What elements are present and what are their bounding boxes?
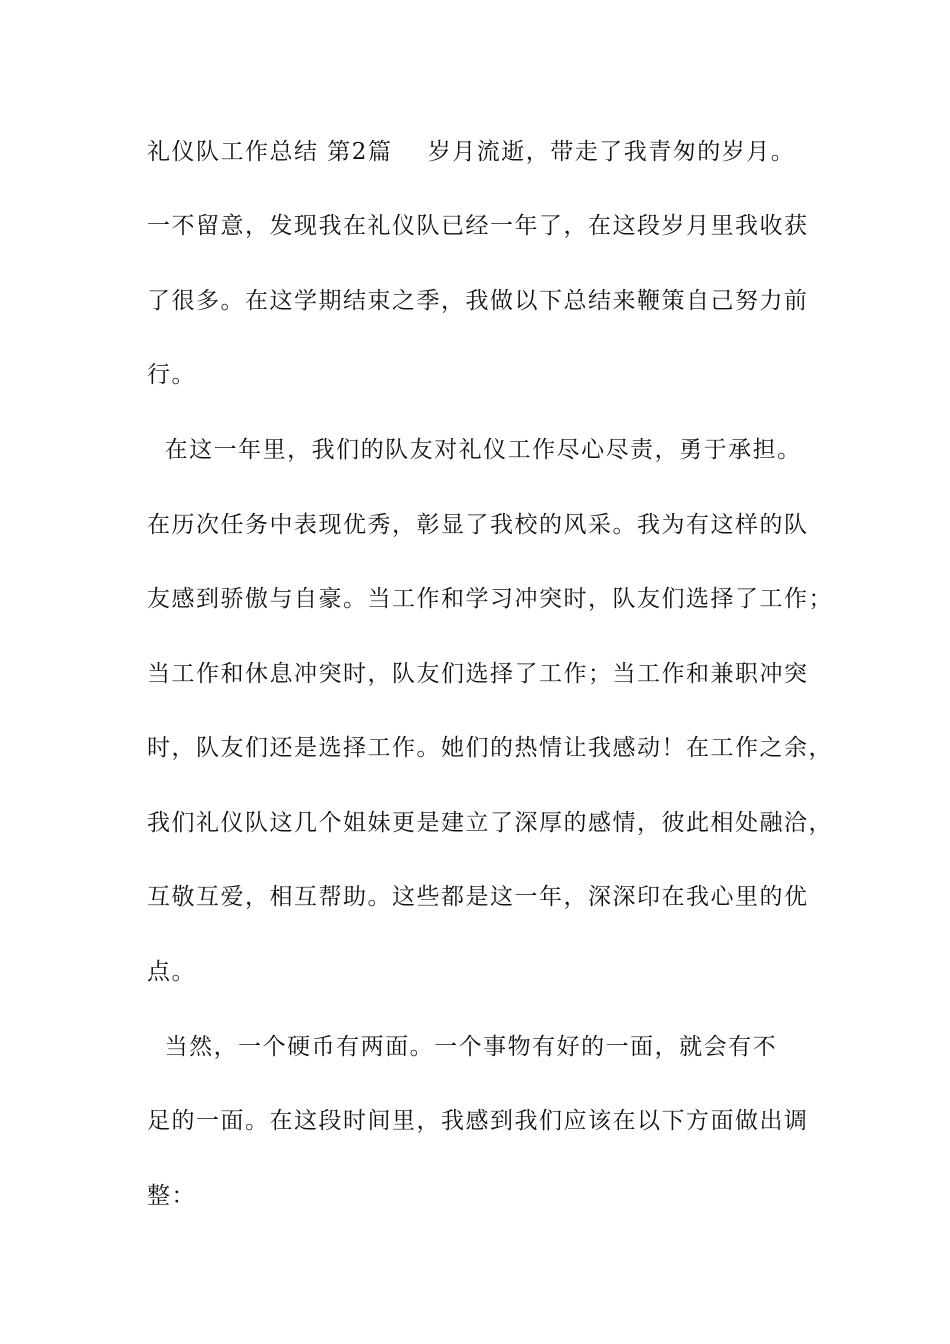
text-line: 足的一面。在这段时间里，我感到我们应该在以下方面做出调 <box>147 1108 809 1134</box>
text-line: 友感到骄傲与自豪。当工作和学习冲突时，队友们选择了工作； <box>147 586 833 612</box>
text-line: 我们礼仪队这几个姐妹更是建立了深厚的感情，彼此相处融洽， <box>147 810 833 836</box>
text-line: 在这一年里，我们的队友对礼仪工作尽心尽责，勇于承担。 <box>147 437 802 463</box>
text-line: 整： <box>147 1183 196 1209</box>
text-line: 当然，一个硬币有两面。一个事物有好的一面，就会有不 <box>147 1034 778 1060</box>
text-line: 点。 <box>147 959 196 985</box>
text-line: 行。 <box>147 362 196 388</box>
text-line: 时，队友们还是选择工作。她们的热情让我感动！在工作之余， <box>147 735 833 761</box>
text-line: 礼仪队工作总结 第2篇 岁月流逝，带走了我青匆的岁月。 <box>147 139 796 165</box>
text-line: 在历次任务中表现优秀，彰显了我校的风采。我为有这样的队 <box>147 512 809 538</box>
text-line: 一不留意，发现我在礼仪队已经一年了，在这段岁月里我收获 <box>147 213 809 239</box>
text-line: 当工作和休息冲突时，队友们选择了工作；当工作和兼职冲突 <box>147 661 809 687</box>
text-line: 了很多。在这学期结束之季，我做以下总结来鞭策自己努力前 <box>147 288 809 314</box>
text-line: 互敬互爱，相互帮助。这些都是这一年，深深印在我心里的优 <box>147 884 809 910</box>
